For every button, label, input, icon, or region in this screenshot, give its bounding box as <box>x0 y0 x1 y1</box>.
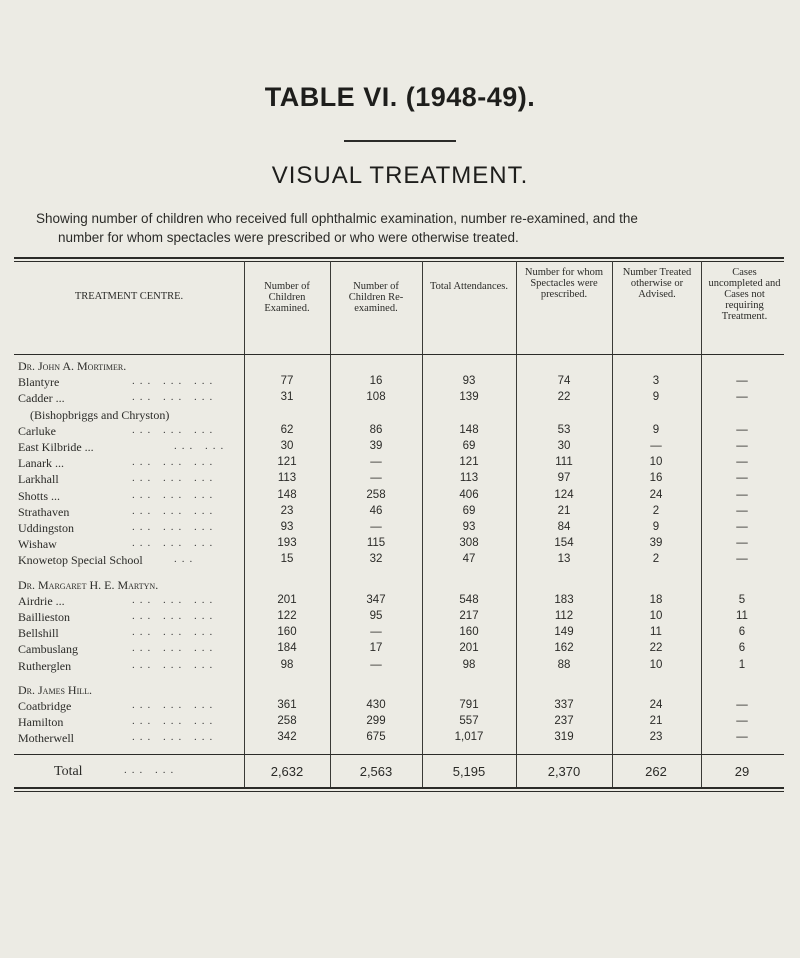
table-row <box>14 537 784 551</box>
table-cell: 9 <box>652 521 660 533</box>
table-cell: 160 <box>277 626 297 639</box>
table-cell: 16 <box>369 375 383 388</box>
table-cell: 16 <box>649 472 663 485</box>
doctor-group-row <box>14 359 784 373</box>
table-cell: 675 <box>366 731 386 744</box>
table-row <box>14 440 784 454</box>
table-cell: — <box>736 472 748 485</box>
table-row <box>14 610 784 624</box>
table-cell: 115 <box>366 537 386 550</box>
centre-name: Motherwell <box>18 731 74 746</box>
leader-dots: ... ... ... <box>132 610 218 622</box>
total-cell: 2,632 <box>270 764 304 779</box>
table-cell: 93 <box>462 375 476 388</box>
bottom-rule-inner <box>14 791 784 792</box>
centre-name: Carluke <box>18 423 56 438</box>
table-row <box>14 594 784 608</box>
table-row <box>14 472 784 486</box>
leader-dots: ... ... ... <box>132 472 218 485</box>
centre-name: Coatbridge <box>18 699 72 713</box>
centre-name: Baillieston <box>18 610 70 624</box>
table-row <box>14 731 784 745</box>
table-cell: 21 <box>649 715 663 728</box>
table-cell: 11 <box>650 626 662 639</box>
table-cell: — <box>736 423 748 436</box>
leader-dots: ... ... ... <box>132 715 218 728</box>
table-cell: 47 <box>462 553 476 566</box>
leader-dots: ... ... ... <box>132 642 218 655</box>
table-cell: 148 <box>459 423 479 436</box>
table-cell: 183 <box>554 593 574 606</box>
table-cell: 30 <box>280 440 294 452</box>
table-cell: 111 <box>555 456 573 469</box>
table-cell: 97 <box>557 472 571 485</box>
table-cell: 2 <box>652 504 660 517</box>
header-treated-otherwise: Number Treated otherwise or Advised. <box>622 267 692 300</box>
table-cell: — <box>736 553 748 566</box>
table-cell: 10 <box>649 456 663 469</box>
doctor-name: Dr. Margaret H. E. Martyn. <box>18 577 159 592</box>
table-cell: — <box>650 440 662 452</box>
leader-dots: ... ... ... <box>132 456 218 469</box>
table-cell: 22 <box>557 391 571 404</box>
table-cell: 23 <box>280 504 294 517</box>
header-spectacles: Number for whom Spectacles were prescribed. <box>524 267 604 300</box>
doctor-group-row <box>14 683 784 697</box>
table-cell: 160 <box>459 626 479 639</box>
leader-dots: ... ... ... <box>132 658 218 671</box>
table-cell: 95 <box>369 610 383 622</box>
table-cell: 84 <box>557 521 571 533</box>
table-row <box>14 642 784 656</box>
top-rule <box>14 257 784 259</box>
table-cell: — <box>370 472 382 485</box>
table-cell: 93 <box>462 521 476 533</box>
centre-name: Shotts ... <box>18 488 61 503</box>
table-cell: 69 <box>462 504 476 517</box>
doctor-name: Dr. James Hill. <box>18 682 93 697</box>
leader-dots: ... <box>174 553 198 566</box>
table-cell: 10 <box>649 658 663 671</box>
table-cell: 337 <box>554 699 574 711</box>
table-cell: 121 <box>277 456 297 469</box>
table-cell: — <box>736 504 748 517</box>
centre-name: Strathaven <box>18 504 70 519</box>
table-cell: 17 <box>369 642 383 655</box>
bottom-rule <box>14 787 784 789</box>
table-cell: 13 <box>557 553 571 566</box>
table-cell: 46 <box>369 504 383 517</box>
table-cell: 1,017 <box>454 731 484 744</box>
table-cell: 237 <box>554 715 574 728</box>
centre-name: Hamilton <box>18 715 64 730</box>
table-row <box>14 553 784 567</box>
table-title: TABLE VI. (1948-49). <box>264 82 536 112</box>
table-cell: 11 <box>736 610 748 622</box>
table-cell: 319 <box>554 731 574 744</box>
table-row <box>14 521 784 535</box>
leader-dots: ... ... ... <box>132 504 218 517</box>
table-cell: — <box>370 626 382 639</box>
table-cell: — <box>736 391 748 404</box>
leader-dots: ... ... ... <box>132 521 218 533</box>
table-cell: — <box>736 521 748 533</box>
table-cell: — <box>736 456 748 469</box>
table-cell: 154 <box>554 537 574 550</box>
table-cell: 184 <box>277 642 297 655</box>
table-row <box>14 391 784 405</box>
table-cell: 98 <box>280 658 294 671</box>
table-cell: 88 <box>557 658 571 671</box>
leader-dots: ... ... ... <box>132 731 218 744</box>
leader-dots: ... ... ... <box>132 699 218 711</box>
table-cell: 18 <box>649 593 663 606</box>
table-cell: — <box>736 715 748 728</box>
leader-dots: ... ... ... <box>132 626 218 639</box>
table-cell: 201 <box>277 593 297 606</box>
table-subtitle: VISUAL TREATMENT. <box>271 162 529 189</box>
table-cell: — <box>736 375 748 388</box>
table-cell: 548 <box>459 593 479 606</box>
doctor-group-row <box>14 578 784 592</box>
total-rule <box>14 754 784 755</box>
table-cell: 9 <box>652 423 660 436</box>
table-cell: 53 <box>557 423 571 436</box>
table-cell: 112 <box>554 610 574 622</box>
table-cell: 201 <box>459 642 479 655</box>
table-row <box>14 456 784 470</box>
table-cell: 9 <box>652 391 660 404</box>
table-cell: 15 <box>280 553 294 566</box>
table-cell: 39 <box>649 537 663 550</box>
table-cell: 98 <box>462 658 476 671</box>
description-line-1: Showing number of children who received full ophthalmic examination, number re-examined, and the <box>36 211 638 226</box>
table-cell: 62 <box>280 423 294 436</box>
table-cell: 30 <box>557 440 571 452</box>
header-treatment-centre: TREATMENT CENTRE. <box>74 291 184 302</box>
table-row <box>14 408 784 422</box>
centre-name: Wishaw <box>18 537 57 552</box>
centre-name: (Bishopbriggs and Chryston) <box>30 407 170 422</box>
table-cell: 108 <box>366 391 386 404</box>
table-cell: 23 <box>649 731 663 744</box>
table-cell: 31 <box>280 391 294 404</box>
table-row <box>14 626 784 640</box>
table-cell: 122 <box>277 610 297 622</box>
table-cell: — <box>736 488 748 501</box>
table-cell: — <box>370 456 382 469</box>
table-cell: — <box>370 521 382 533</box>
header-total-attendances: Total Attendances. <box>430 281 508 292</box>
table-cell: 121 <box>459 456 479 469</box>
leader-dots: ... ... <box>174 440 229 452</box>
centre-name: Uddingston <box>18 521 75 535</box>
leader-dots: ... ... ... <box>132 593 218 606</box>
total-row <box>14 764 784 778</box>
centre-name: Cambuslang <box>18 642 78 657</box>
centre-name: Lanark ... <box>18 456 64 471</box>
table-cell: 86 <box>369 423 383 436</box>
centre-name: Larkhall <box>18 472 59 487</box>
table-cell: 32 <box>369 553 383 566</box>
table-cell: — <box>370 658 382 671</box>
leader-dots: ... ... ... <box>132 423 218 436</box>
table-cell: 2 <box>652 553 660 566</box>
header-cases-uncompleted: Cases uncompleted and Cases not requiring Treatment. <box>708 267 781 322</box>
centre-name: Blantyre <box>18 375 60 390</box>
table-cell: 21 <box>557 504 571 517</box>
table-cell: 406 <box>459 488 479 501</box>
table-cell: — <box>736 731 748 744</box>
total-cell: 2,563 <box>359 764 393 779</box>
table-cell: 24 <box>649 699 663 711</box>
leader-dots: ... ... <box>124 764 179 776</box>
table-cell: 791 <box>459 699 479 711</box>
table-cell: 10 <box>649 610 663 622</box>
centre-name: Knowetop Special School <box>18 553 143 568</box>
top-rule-inner <box>14 261 784 262</box>
total-label: Total <box>54 764 83 779</box>
table-cell: — <box>736 440 748 452</box>
table-cell: 77 <box>280 375 294 388</box>
table-cell: 557 <box>459 715 479 728</box>
table-cell: 113 <box>459 472 479 485</box>
table-cell: 1 <box>738 658 746 671</box>
total-cell: 262 <box>645 764 667 779</box>
table-cell: 308 <box>459 537 479 550</box>
table-row <box>14 715 784 729</box>
table-cell: 162 <box>554 642 574 655</box>
total-cell: 2,370 <box>547 764 581 779</box>
leader-dots: ... ... ... <box>132 537 218 550</box>
table-cell: 93 <box>280 521 294 533</box>
table-cell: 6 <box>738 642 746 655</box>
table-cell: 24 <box>649 488 663 501</box>
table-cell: 193 <box>277 537 297 550</box>
table-cell: 430 <box>366 699 386 711</box>
total-cell: 5,195 <box>452 764 486 779</box>
centre-name: Rutherglen <box>18 658 72 673</box>
title-divider <box>344 140 456 142</box>
table-cell: 361 <box>277 699 297 711</box>
table-cell: 3 <box>652 375 660 388</box>
centre-name: Cadder ... <box>18 391 65 406</box>
table-cell: 69 <box>462 440 476 452</box>
table-cell: — <box>736 699 748 711</box>
leader-dots: ... ... ... <box>132 391 218 404</box>
leader-dots: ... ... ... <box>132 375 218 388</box>
table-row <box>14 424 784 438</box>
table-cell: — <box>736 537 748 550</box>
table-cell: 139 <box>459 391 479 404</box>
description-line-2: number for whom spectacles were prescribed or who were otherwise treated. <box>58 230 519 245</box>
table-row <box>14 375 784 389</box>
table-row <box>14 699 784 713</box>
table-description <box>36 209 776 247</box>
table-cell: 258 <box>277 715 297 728</box>
leader-dots: ... ... ... <box>132 488 218 501</box>
centre-name: East Kilbride ... <box>18 440 94 454</box>
table-cell: 299 <box>366 715 386 728</box>
table-cell: 22 <box>649 642 663 655</box>
table-cell: 148 <box>277 488 297 501</box>
table-cell: 6 <box>738 626 746 639</box>
table-cell: 149 <box>554 626 574 639</box>
centre-name: Airdrie ... <box>18 593 65 608</box>
table-cell: 258 <box>366 488 386 501</box>
table-cell: 217 <box>459 610 479 622</box>
table-cell: 342 <box>277 731 297 744</box>
table-cell: 347 <box>366 593 386 606</box>
table-cell: 124 <box>554 488 574 501</box>
header-examined: Number of Children Examined. <box>264 281 310 314</box>
doctor-name: Dr. John A. Mortimer. <box>18 359 127 373</box>
table-cell: 5 <box>738 593 746 606</box>
header-rule <box>14 354 784 355</box>
treatment-table <box>14 257 784 827</box>
table-cell: 74 <box>557 375 571 388</box>
centre-name: Bellshill <box>18 626 59 641</box>
table-cell: 39 <box>369 440 383 452</box>
table-row <box>14 505 784 519</box>
table-row <box>14 489 784 503</box>
total-cell: 29 <box>734 764 750 779</box>
table-row <box>14 659 784 673</box>
header-reexamined: Number of Children Re-examined. <box>348 281 404 314</box>
table-cell: 113 <box>277 472 297 485</box>
